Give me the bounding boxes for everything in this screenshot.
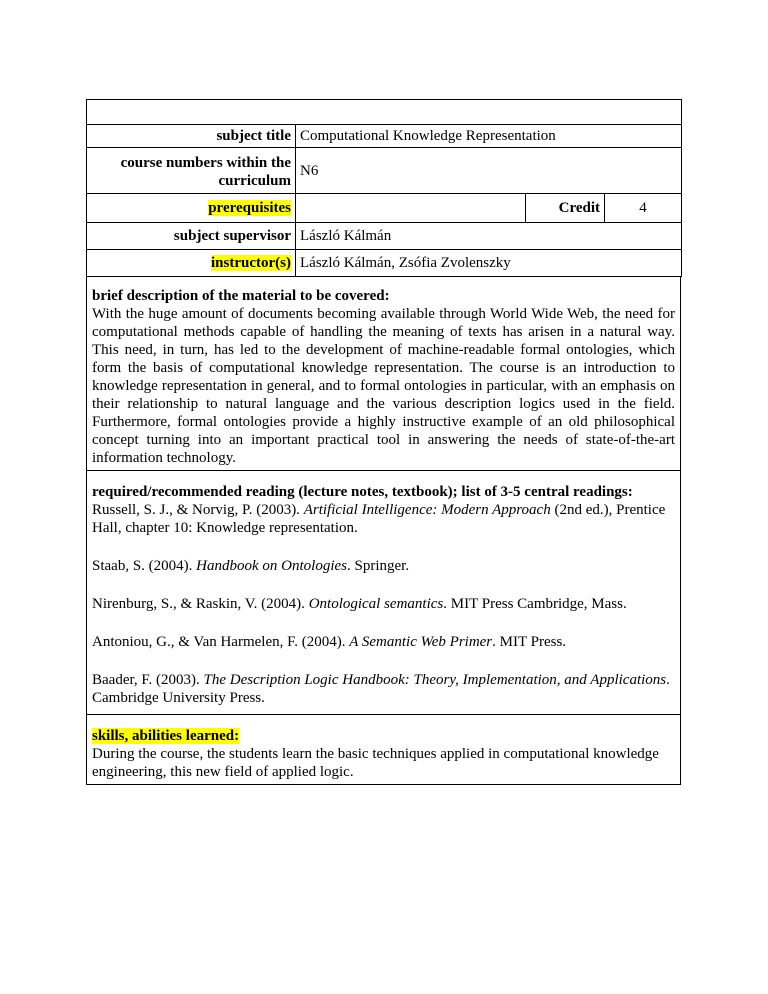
description-text: With the huge amount of documents becoming available through World Wide Web, the need for computational methods capable of handling the meaning of texts has arisen in a natural way. This need, in turn, has led to the development of machine-readable formal ontologies, which form the basis of computational knowledge representation. The course is an introduction to knowledge representation in general, and to formal ontologies in particular, with an emphasis on their relationship to natural language and the various description logics used in the field. Furthermore, formal ontologies provide a highly instructive example of an old philosophical concept turning into an important practical tool in answering the needs of state-of-the-art information technology.: [92, 306, 675, 466]
reading-title: Handbook on Ontologies: [196, 558, 347, 574]
reading-title: Artificial Intelligence: Modern Approach: [303, 502, 551, 518]
reading-publisher: . Cambridge University Press.: [92, 672, 670, 706]
table-row: [87, 223, 682, 250]
readings-heading: required/recommended reading (lecture notes, textbook); list of 3-5 central readings:: [92, 484, 633, 500]
skills-heading: skills, abilities learned:: [92, 728, 240, 744]
reading-publisher: . MIT Press.: [492, 634, 567, 650]
reading-authors: Baader, F. (2003).: [92, 672, 204, 688]
reading-title: Ontological semantics: [308, 596, 444, 612]
instructors-label: instructor(s): [211, 255, 291, 271]
course-sheet: [86, 99, 681, 785]
prerequisites-value: [296, 194, 526, 223]
instructors-label-cell: [87, 250, 296, 277]
reading-list: [92, 501, 675, 707]
table-top-spacer: [87, 100, 682, 125]
supervisor-label: subject supervisor: [87, 223, 296, 250]
reading-publisher: (2nd ed.), Prentice Hall, chapter 10: Knowledge representation.: [92, 502, 666, 536]
course-numbers-value: N6: [296, 148, 682, 194]
course-numbers-label-line2: curriculum: [218, 173, 291, 189]
course-numbers-label-line1: course numbers within the: [120, 155, 291, 171]
table-row: [87, 148, 682, 194]
skills-section: [86, 715, 681, 785]
reading-publisher: . MIT Press Cambridge, Mass.: [443, 596, 627, 612]
reading-authors: Staab, S. (2004).: [92, 558, 197, 574]
table-row: [87, 250, 682, 277]
skills-heading-wrap: [92, 727, 675, 745]
readings-section: [86, 471, 681, 715]
reading-authors: Antoniou, G., & Van Harmelen, F. (2004).: [92, 634, 350, 650]
table-row: [87, 194, 682, 223]
description-section: [86, 277, 681, 471]
reading-title: A Semantic Web Primer: [349, 634, 493, 650]
table-row: [87, 100, 682, 125]
reading-authors: Nirenburg, S., & Raskin, V. (2004).: [92, 596, 309, 612]
description-heading: brief description of the material to be covered:: [92, 288, 390, 304]
prerequisites-label: prerequisites: [208, 200, 291, 216]
subject-title-label: subject title: [87, 125, 296, 148]
list-item: [92, 501, 675, 537]
reading-authors: Russell, S. J., & Norvig, P. (2003).: [92, 502, 304, 518]
list-item: [92, 557, 675, 575]
list-item: [92, 671, 675, 707]
prerequisites-label-cell: [87, 194, 296, 223]
list-item: [92, 595, 675, 613]
instructors-value: László Kálmán, Zsófia Zvolenszky: [296, 250, 682, 277]
table-row: [87, 125, 682, 148]
list-item: [92, 633, 675, 651]
course-info-table: [86, 99, 682, 277]
skills-text: During the course, the students learn the basic techniques applied in computational knowledge engineering, this new field of applied logic.: [92, 746, 659, 780]
supervisor-value: László Kálmán: [296, 223, 682, 250]
course-numbers-label: [87, 148, 296, 194]
credit-label: Credit: [526, 194, 605, 223]
reading-publisher: . Springer.: [347, 558, 410, 574]
subject-title-value: Computational Knowledge Representation: [296, 125, 682, 148]
credit-value: 4: [605, 194, 682, 223]
reading-title: The Description Logic Handbook: Theory, Implementation, and Applications: [203, 672, 667, 688]
